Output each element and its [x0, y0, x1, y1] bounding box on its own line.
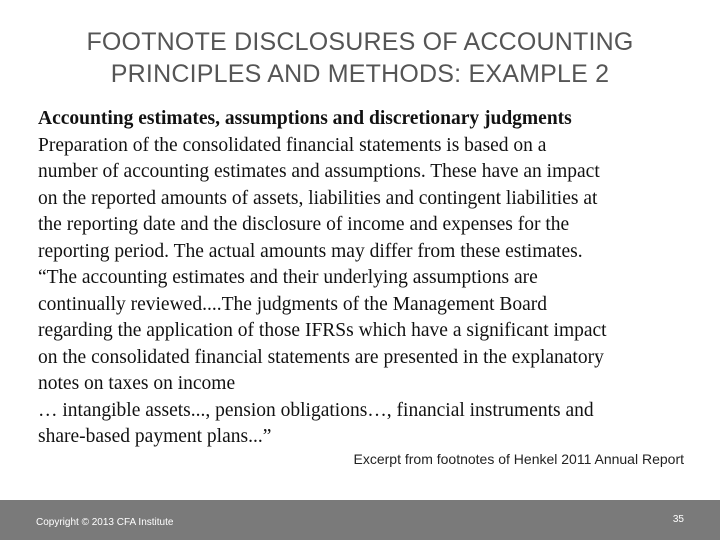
body-line-7: continually reviewed....The judgments of the Management Board	[38, 293, 548, 315]
body-line-9: on the consolidated financial statements are presented in the explanatory	[38, 346, 604, 368]
copyright-notice: Copyright © 2013 CFA Institute	[36, 517, 174, 528]
source-citation: Excerpt from footnotes of Henkel 2011 Annual Report	[353, 451, 684, 467]
body-line-8: regarding the application of those IFRSs which have a significant impact	[38, 320, 607, 341]
slide-title-line-1: FOOTNOTE DISCLOSURES OF ACCOUNTING	[86, 28, 634, 56]
body-line-2: number of accounting estimates and assumptions. These have an impact	[38, 161, 600, 182]
body-line-10: notes on taxes on income	[38, 373, 236, 394]
slide-title	[20, 26, 700, 90]
body-line-3: on the reported amounts of assets, liabilities and contingent liabilities at	[38, 187, 598, 209]
page-number: 35	[672, 514, 684, 525]
footer-bar	[0, 500, 720, 540]
slide-title-line-2: PRINCIPLES AND METHODS: EXAMPLE 2	[110, 60, 610, 88]
body-line-1: Preparation of the consolidated financial statements is based on a	[38, 134, 547, 156]
body-line-11: … intangible assets..., pension obligations…, financial instruments and	[38, 399, 594, 421]
slide-body	[38, 106, 690, 451]
body-line-5: reporting period. The actual amounts may differ from these estimates.	[38, 240, 583, 262]
body-line-12: share-based payment plans...”	[38, 426, 272, 447]
body-line-6: “The accounting estimates and their underlying assumptions are	[38, 267, 538, 288]
section-heading: Accounting estimates, assumptions and discretionary judgments	[38, 108, 572, 129]
body-line-4: the reporting date and the disclosure of income and expenses for the	[38, 214, 570, 235]
